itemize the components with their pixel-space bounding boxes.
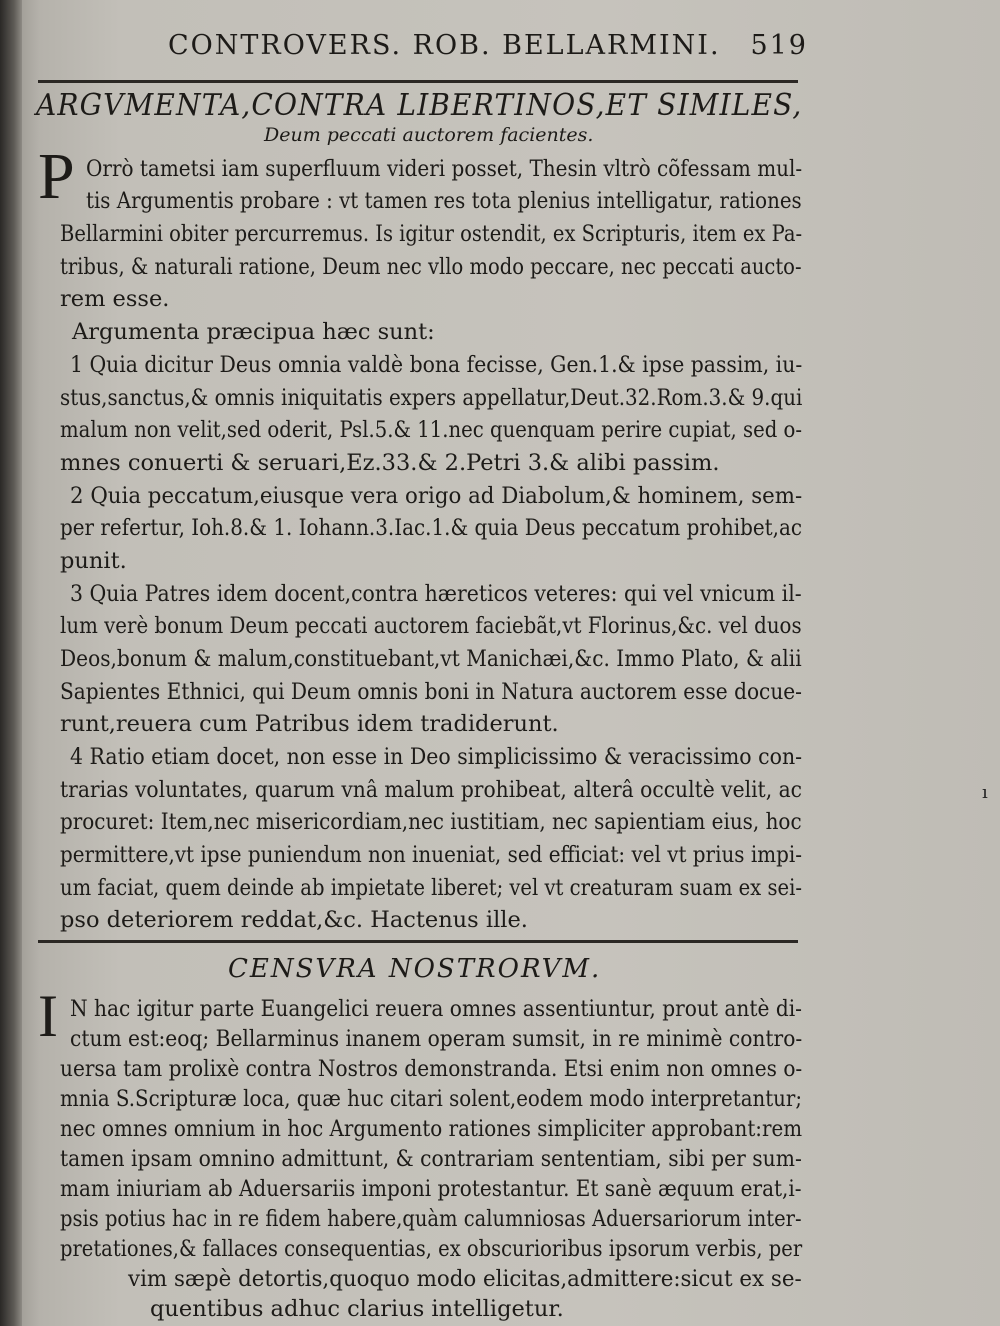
- text-line: stus,sanctus,& omnis iniquitatis expers appellatur,Deut.32.Rom.3.& 9.qui: [60, 385, 803, 411]
- book-gutter: [0, 0, 22, 1326]
- margin-mark: ı: [982, 782, 988, 803]
- text-line: tamen ipsam omnino admittunt, & contrariam sententiam, sibi per sum-: [60, 1146, 802, 1172]
- text-line: punit.: [60, 548, 127, 574]
- text-line: pretationes,& fallaces consequentias, ex obscurioribus ipsorum verbis, per: [60, 1236, 803, 1262]
- running-title: CONTROVERS. ROB. BELLARMINI.: [168, 30, 721, 61]
- text-line: Sapientes Ethnici, qui Deum omnis boni in Natura auctorem esse docue-: [60, 679, 802, 705]
- text-line: lum verè bonum Deum peccati auctorem faciebãt,vt Florinus,&c. vel duos: [60, 613, 802, 639]
- text-line: N hac igitur parte Euangelici reuera omnes assentiuntur, prout antè di-: [70, 996, 802, 1022]
- text-line: mnia S.Scripturæ loca, quæ huc citari solent,eodem modo interpretantur;: [60, 1086, 803, 1112]
- running-header: [168, 30, 808, 70]
- top-rule: [38, 80, 798, 83]
- text-line: procuret: Item,nec misericordiam,nec iustitiam, nec sapientiam eius, hoc: [60, 809, 802, 835]
- text-line: mam iniuriam ab Aduersariis imponi protestantur. Et sanè æquum erat,i-: [60, 1176, 802, 1202]
- text-line: 2 Quia peccatum,eiusque vera origo ad Diabolum,& hominem, sem-: [70, 483, 803, 509]
- text-line: quentibus adhuc clarius intelligetur.: [150, 1296, 564, 1322]
- text-line: tribus, & naturali ratione, Deum nec vllo modo peccare, nec peccati aucto-: [60, 254, 802, 280]
- text-line: malum non velit,sed oderit, Psl.5.& 11.nec quenquam perire cupiat, sed o-: [60, 417, 802, 443]
- text-line: Argumenta præcipua hæc sunt:: [72, 319, 435, 345]
- text-line: trarias voluntates, quarum vnâ malum prohibeat, alterâ occultè velit, ac: [60, 777, 803, 803]
- section1-subheading: Deum peccati auctorem facientes.: [264, 124, 594, 146]
- text-line: 3 Quia Patres idem docent,contra hæreticos veteres: qui vel vnicum il-: [70, 581, 802, 607]
- text-line: Orrò tametsi iam superfluum videri posset, Thesin vltrò cõfessam mul-: [86, 156, 803, 182]
- page-number: 519: [750, 30, 808, 61]
- text-line: 4 Ratio etiam docet, non esse in Deo simplicissimo & veracissimo con-: [70, 744, 803, 770]
- text-line: permittere,vt ipse puniendum non inueniat, sed efficiat: vel vt prius impi-: [60, 842, 802, 868]
- text-line: tis Argumentis probare : vt tamen res tota plenius intelligatur, rationes: [86, 188, 802, 214]
- text-line: um faciat, quem deinde ab impietate liberet; vel vt creaturam suam ex sei-: [60, 875, 802, 901]
- section-divider: [38, 940, 798, 943]
- text-line: vim sæpè detortis,quoquo modo elicitas,admittere:sicut ex se-: [128, 1266, 802, 1292]
- text-line: per refertur, Ioh.8.& 1. Iohann.3.Iac.1.& quia Deus peccatum prohibet,ac: [60, 515, 803, 541]
- text-line: uersa tam prolixè contra Nostros demonstranda. Etsi enim non omnes o-: [60, 1056, 803, 1082]
- text-line: Deos,bonum & malum,constituebant,vt Manichæi,&c. Immo Plato, & alii: [60, 646, 802, 672]
- text-line: psis potius hac in re fidem habere,quàm calumniosas Aduersariorum inter-: [60, 1206, 802, 1232]
- section1-dropcap: P: [38, 140, 75, 213]
- text-line: 1 Quia dicitur Deus omnia valdè bona fecisse, Gen.1.& ipse passim, iu-: [70, 352, 803, 378]
- section1-heading: ARGVMENTA,CONTRA LIBERTINOS,ET SIMILES,: [36, 88, 803, 123]
- text-line: nec omnes omnium in hoc Argumento rationes simpliciter approbant:rem: [60, 1116, 803, 1142]
- text-line: runt,reuera cum Patribus idem tradiderunt.: [60, 711, 559, 737]
- text-line: ctum est:eoq; Bellarminus inanem operam sumsit, in re minimè contro-: [70, 1026, 803, 1052]
- text-line: pso deteriorem reddat,&c. Hactenus ille.: [60, 907, 528, 933]
- text-line: rem esse.: [60, 286, 170, 312]
- text-line: Bellarmini obiter percurremus. Is igitur ostendit, ex Scripturis, item ex Pa-: [60, 221, 803, 247]
- text-line: mnes conuerti & seruari,Ez.33.& 2.Petri 3.& alibi passim.: [60, 450, 720, 476]
- section2-heading: CENSVRA NOSTRORVM.: [228, 954, 602, 984]
- section2-dropcap: I: [38, 983, 58, 1049]
